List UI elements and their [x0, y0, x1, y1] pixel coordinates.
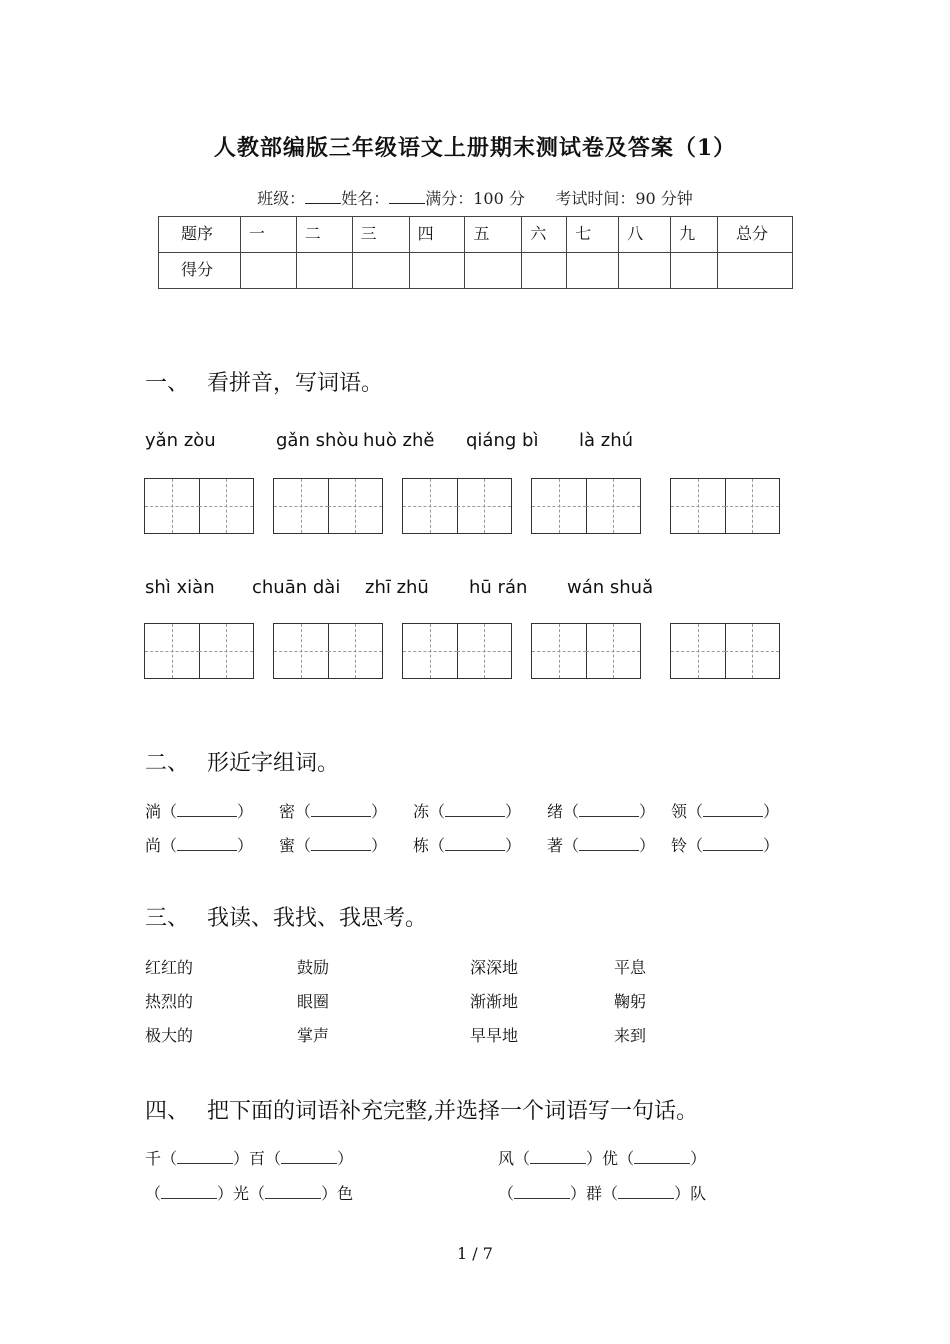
score-table — [158, 216, 793, 289]
page-number: 1 / 7 — [457, 1244, 493, 1263]
answer-blank[interactable] — [514, 1184, 570, 1199]
answer-blank[interactable] — [265, 1184, 321, 1199]
pinyin: gǎn shòu — [276, 430, 359, 451]
header-cell: 三 — [352, 217, 409, 253]
score-cell[interactable] — [567, 253, 619, 289]
section-title: 形近字组词。 — [207, 751, 340, 776]
idiom-item: 千（ ）百（ ） — [145, 1149, 354, 1168]
writing-grid[interactable] — [531, 478, 641, 534]
pinyin: qiáng bì — [466, 430, 539, 451]
writing-grid[interactable] — [670, 623, 780, 679]
answer-blank[interactable] — [177, 836, 237, 851]
answer-blank[interactable] — [281, 1149, 337, 1164]
answer-blank[interactable] — [161, 1184, 217, 1199]
class-label: 班级： — [257, 189, 306, 208]
word-item: 冻（ ） — [413, 802, 522, 821]
header-cell: 七 — [567, 217, 619, 253]
idiom-item: （ ）群（ ）队 — [498, 1184, 707, 1203]
word-item: 领（ ） — [671, 802, 780, 821]
answer-blank[interactable] — [634, 1149, 690, 1164]
header-cell: 题序 — [159, 217, 241, 253]
section-2-heading — [145, 746, 339, 777]
word-item: 淌（ ） — [145, 802, 254, 821]
word: 深深地 — [470, 958, 519, 977]
section-title: 把下面的词语补充完整,并选择一个词语写一句话。 — [207, 1099, 698, 1124]
section-title: 我读、我找、我思考。 — [207, 906, 428, 931]
writing-grid[interactable] — [402, 623, 512, 679]
writing-grid[interactable] — [531, 623, 641, 679]
word: 平息 — [614, 958, 647, 977]
writing-grid[interactable] — [144, 478, 254, 534]
score-cell[interactable] — [352, 253, 409, 289]
pinyin: huò zhě — [363, 430, 435, 451]
class-blank[interactable] — [305, 189, 341, 204]
answer-blank[interactable] — [618, 1184, 674, 1199]
answer-blank[interactable] — [530, 1149, 586, 1164]
score-cell[interactable] — [671, 253, 718, 289]
exam-time: 考试时间：90 分钟 — [555, 189, 693, 208]
header-cell: 一 — [240, 217, 296, 253]
score-cell[interactable] — [619, 253, 671, 289]
word: 渐渐地 — [470, 992, 519, 1011]
word: 红红的 — [145, 958, 194, 977]
word: 掌声 — [297, 1026, 330, 1045]
answer-blank[interactable] — [445, 836, 505, 851]
answer-blank[interactable] — [579, 802, 639, 817]
row-label: 得分 — [159, 253, 241, 289]
word: 鞠躬 — [614, 992, 647, 1011]
full-score: 满分：100 分 — [425, 189, 525, 208]
pinyin: shì xiàn — [145, 577, 215, 598]
word-item: 著（ ） — [547, 836, 656, 855]
section-title: 看拼音，写词语。 — [207, 371, 384, 396]
answer-blank[interactable] — [703, 836, 763, 851]
score-header-row — [159, 217, 793, 253]
word-item: 尚（ ） — [145, 836, 254, 855]
page-title: 人教部编版三年级语文上册期末测试卷及答案（1） — [213, 135, 737, 161]
pinyin: wán shuǎ — [567, 577, 654, 598]
section-number: 二、 — [145, 751, 190, 776]
name-blank[interactable] — [389, 189, 425, 204]
idiom-item: 风（ ）优（ ） — [498, 1149, 707, 1168]
word: 热烈的 — [145, 992, 194, 1011]
word-item: 密（ ） — [279, 802, 388, 821]
writing-grid[interactable] — [273, 623, 383, 679]
section-number: 三、 — [145, 906, 190, 931]
word-item: 栋（ ） — [413, 836, 522, 855]
name-label: 姓名： — [341, 189, 390, 208]
pinyin: hū rán — [469, 577, 528, 598]
section-3-heading — [145, 901, 427, 932]
answer-blank[interactable] — [177, 1149, 233, 1164]
word: 眼圈 — [297, 992, 330, 1011]
header-cell: 五 — [465, 217, 522, 253]
section-1-heading — [145, 366, 383, 397]
section-4-heading — [145, 1094, 698, 1125]
word-item: 蜜（ ） — [279, 836, 388, 855]
writing-grid[interactable] — [402, 478, 512, 534]
answer-blank[interactable] — [703, 802, 763, 817]
word-item: 铃（ ） — [671, 836, 780, 855]
writing-grid[interactable] — [670, 478, 780, 534]
score-value-row — [159, 253, 793, 289]
exam-info — [0, 186, 950, 209]
header-cell: 总分 — [718, 217, 793, 253]
pinyin: zhī zhū — [365, 577, 429, 598]
word: 极大的 — [145, 1026, 194, 1045]
header-cell: 八 — [619, 217, 671, 253]
answer-blank[interactable] — [579, 836, 639, 851]
pinyin: là zhú — [579, 430, 634, 451]
pinyin: yǎn zòu — [145, 430, 216, 451]
writing-grid[interactable] — [273, 478, 383, 534]
answer-blank[interactable] — [445, 802, 505, 817]
section-number: 四、 — [145, 1099, 190, 1124]
word: 来到 — [614, 1026, 647, 1045]
pinyin: chuān dài — [252, 577, 341, 598]
score-cell[interactable] — [522, 253, 567, 289]
header-cell: 二 — [296, 217, 352, 253]
word-item: 绪（ ） — [547, 802, 656, 821]
header-cell: 四 — [409, 217, 465, 253]
header-cell: 九 — [671, 217, 718, 253]
score-cell[interactable] — [465, 253, 522, 289]
answer-blank[interactable] — [311, 802, 371, 817]
score-cell[interactable] — [718, 253, 793, 289]
answer-blank[interactable] — [177, 802, 237, 817]
score-cell[interactable] — [409, 253, 465, 289]
section-number: 一、 — [145, 371, 190, 396]
word: 早早地 — [470, 1026, 519, 1045]
idiom-item: （ ）光（ ）色 — [145, 1184, 354, 1203]
score-cell[interactable] — [240, 253, 296, 289]
writing-grid[interactable] — [144, 623, 254, 679]
header-cell: 六 — [522, 217, 567, 253]
score-cell[interactable] — [296, 253, 352, 289]
word: 鼓励 — [297, 958, 330, 977]
answer-blank[interactable] — [311, 836, 371, 851]
